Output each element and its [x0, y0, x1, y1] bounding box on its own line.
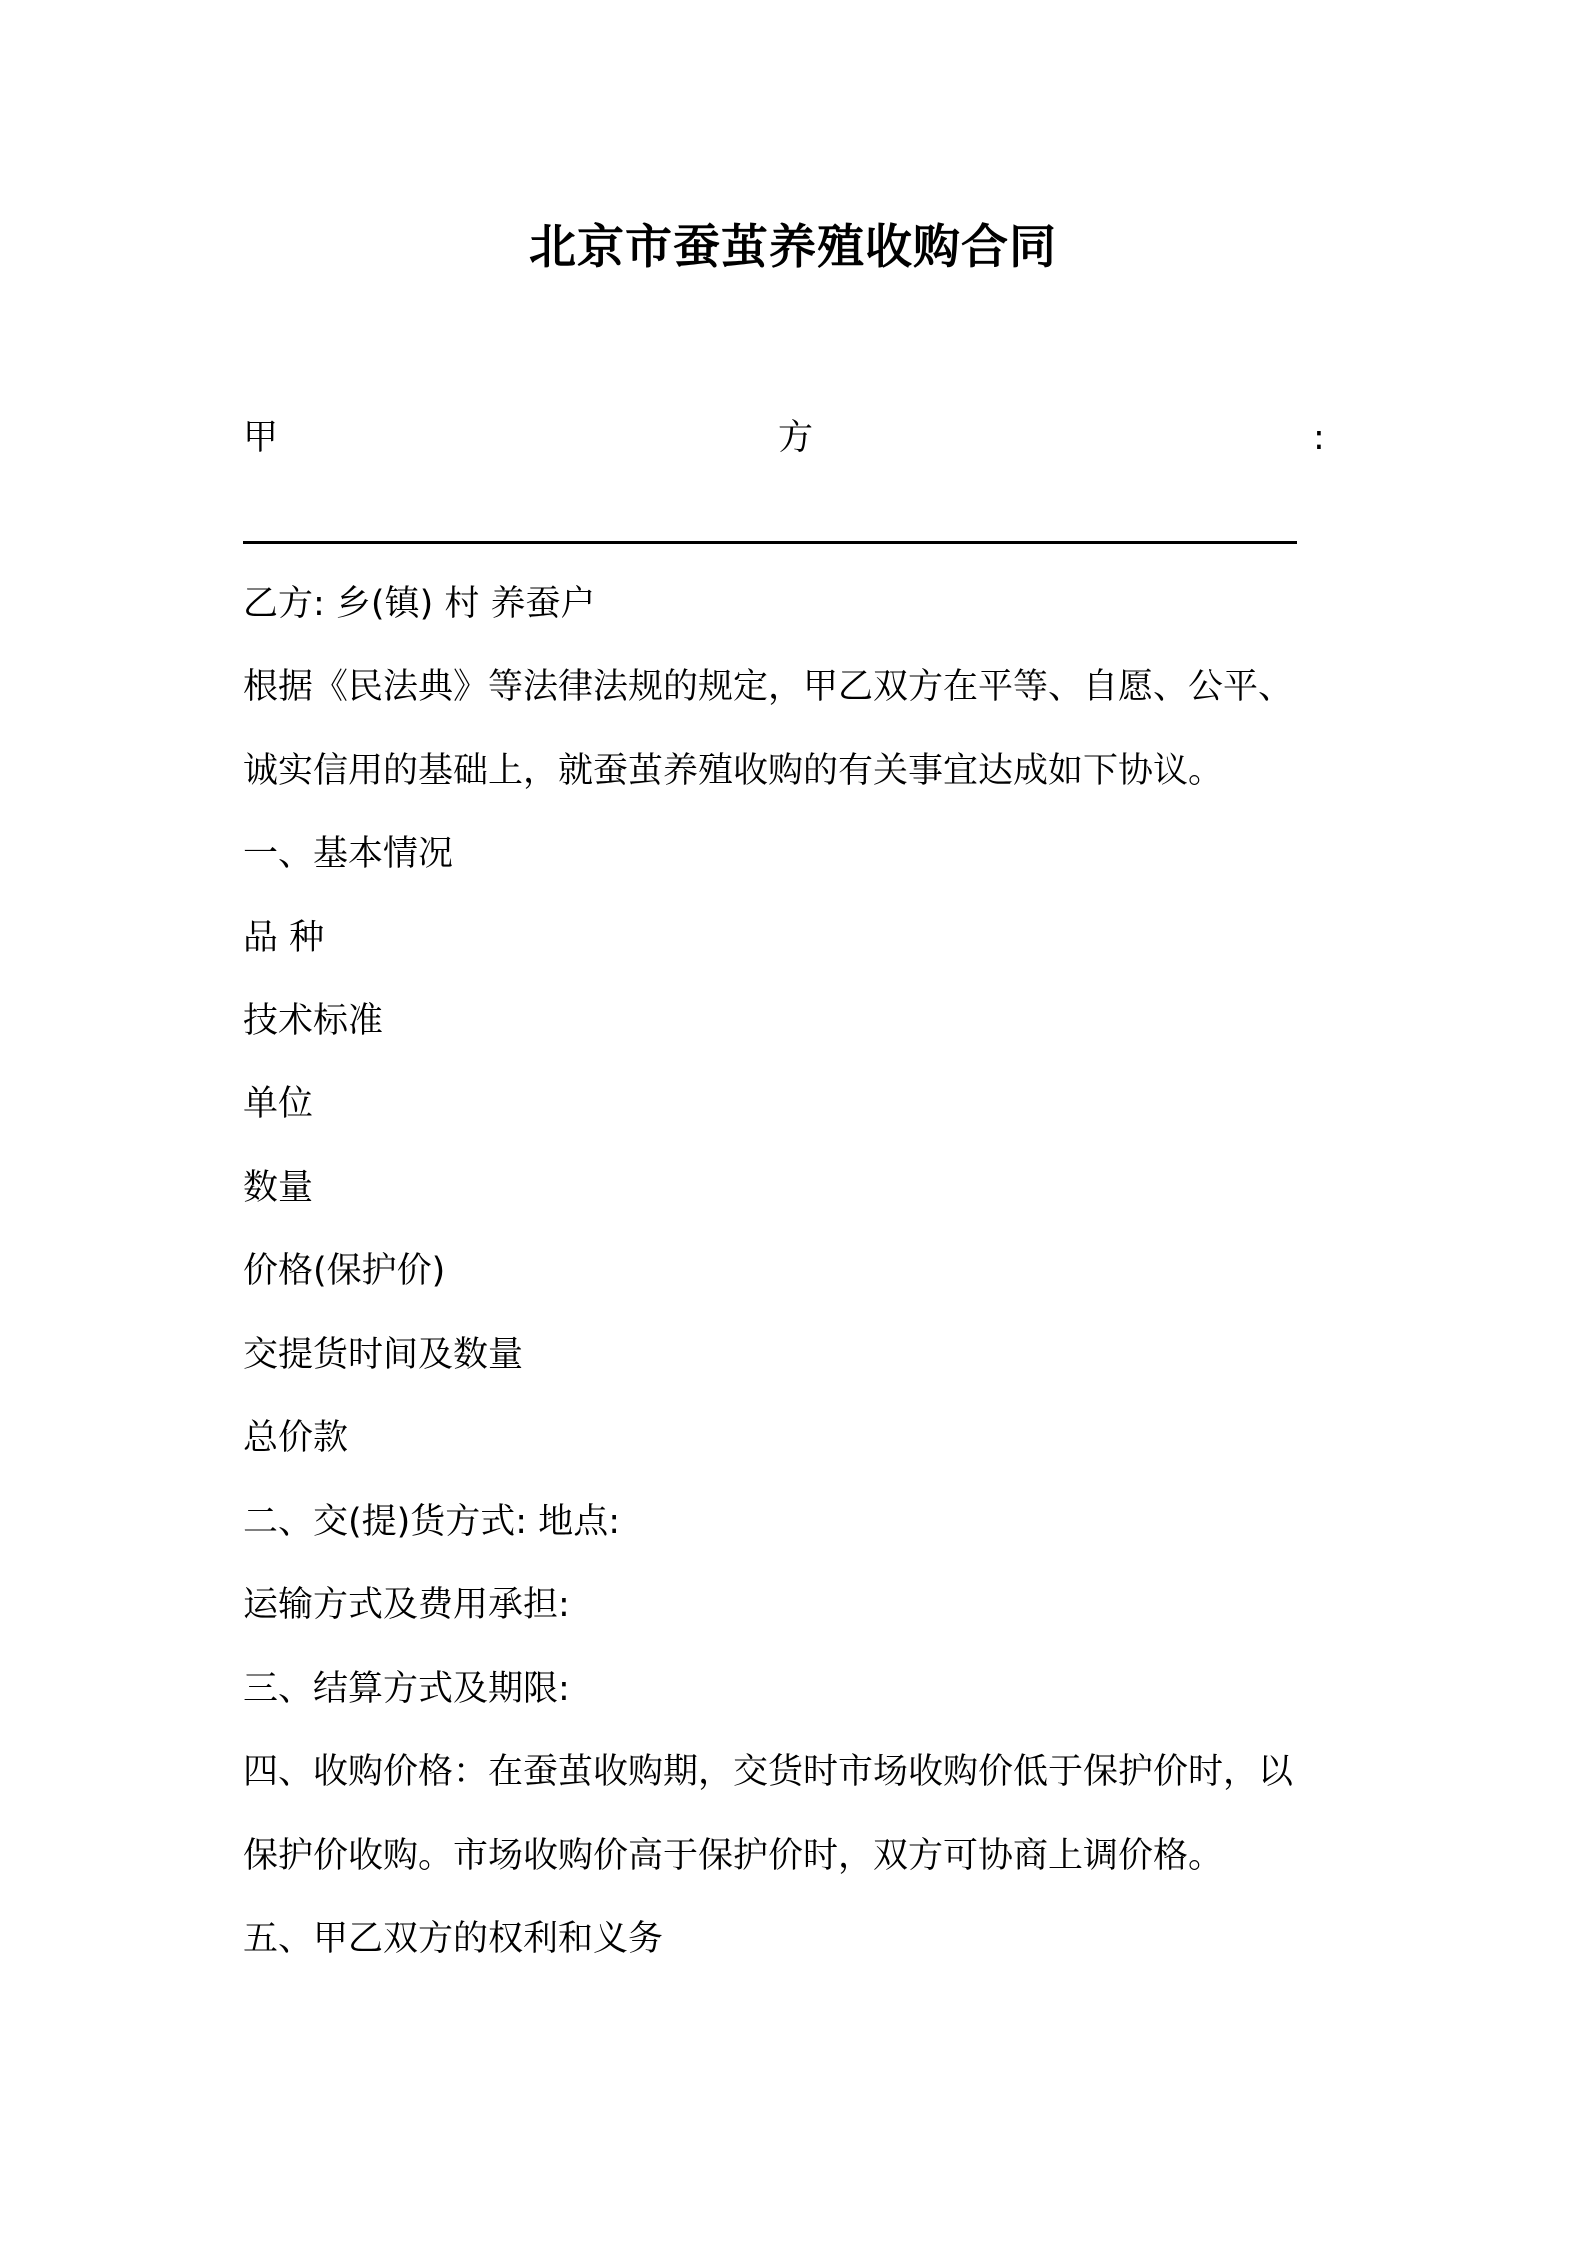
field-price: 价格(保护价) — [243, 1251, 446, 1291]
party-a-char-2: 方 — [778, 418, 814, 458]
party-a-fill-line — [243, 541, 1297, 544]
field-transport: 运输方式及费用承担: — [243, 1585, 570, 1625]
field-delivery-time: 交提货时间及数量 — [243, 1335, 524, 1375]
party-b-line: 乙方: 乡(镇) 村 养蚕户 — [243, 584, 596, 624]
page-title: 北京市蚕茧养殖收购合同 — [529, 220, 1057, 275]
field-variety: 品 种 — [243, 918, 325, 958]
paragraph-2: 诚实信用的基础上，就蚕茧养殖收购的有关事宜达成如下协议。 — [243, 751, 1224, 791]
party-a-colon: : — [1313, 418, 1325, 458]
field-total-price: 总价款 — [243, 1418, 349, 1458]
field-technical-standard: 技术标准 — [243, 1001, 384, 1041]
section-heading-4: 四、收购价格：在蚕茧收购期，交货时市场收购价低于保护价时，以 — [243, 1752, 1294, 1792]
party-a-line — [243, 408, 1343, 468]
section-heading-1: 一、基本情况 — [243, 834, 454, 874]
section-heading-2: 二、交(提)货方式: 地点: — [243, 1502, 621, 1542]
section-heading-3: 三、结算方式及期限: — [243, 1669, 570, 1709]
field-quantity: 数量 — [243, 1168, 314, 1208]
paragraph-1: 根据《民法典》等法律法规的规定，甲乙双方在平等、自愿、公平、 — [243, 667, 1294, 707]
paragraph-price-continued: 保护价收购。市场收购价高于保护价时，双方可协商上调价格。 — [243, 1836, 1224, 1876]
section-heading-5: 五、甲乙双方的权利和义务 — [243, 1919, 664, 1959]
party-a-char-1: 甲 — [243, 418, 279, 458]
field-unit: 单位 — [243, 1084, 314, 1124]
